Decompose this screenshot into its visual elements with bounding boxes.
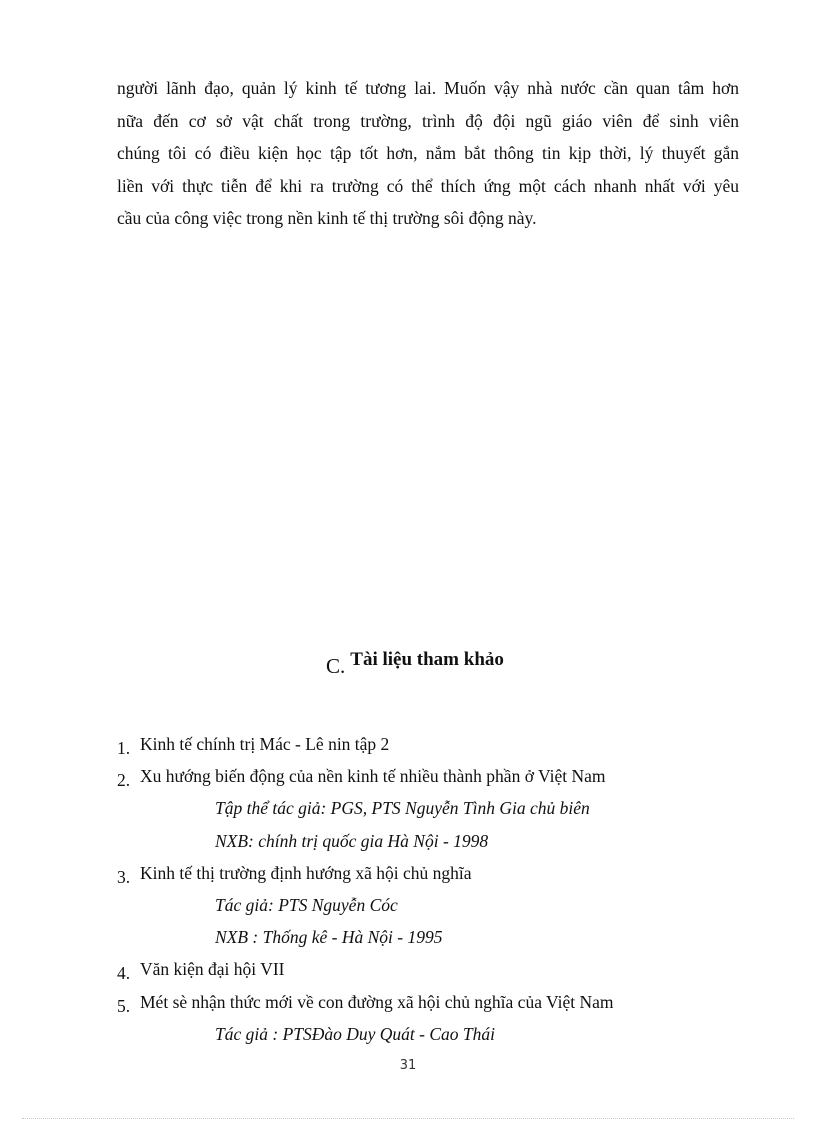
section-number: C.	[326, 654, 346, 678]
reference-detail: NXB: chính trị quốc gia Hà Nội - 1998	[215, 830, 489, 851]
reference-detail: NXB : Thống kê - Hà Nội - 1995	[215, 927, 443, 948]
reference-detail-line	[0, 792, 816, 824]
reference-title: Mét sè nhận thức mới về con đường xã hội chủ nghĩa của Việt Nam	[140, 991, 614, 1012]
paragraph-line: nữa đến cơ sở vật chất trong trường, trình độ đội ngũ giáo viên để sinh viên	[117, 110, 739, 131]
reference-number: 4.	[117, 963, 131, 984]
reference-item	[0, 760, 816, 792]
reference-title: Văn kiện đại hội VII	[140, 959, 285, 980]
reference-number: 2.	[117, 770, 131, 791]
section-title: Tài liệu tham khảo	[350, 649, 504, 670]
reference-title: Xu hướng biến động của nền kinh tế nhiều thành phần ở Việt Nam	[140, 766, 606, 787]
section-heading	[326, 646, 504, 678]
paragraph-line: cầu của công việc trong nền kinh tế thị trường sôi động này.	[117, 208, 537, 228]
reference-list	[0, 728, 816, 1050]
reference-detail-line	[0, 889, 816, 921]
reference-detail: Tác giả : PTSĐào Duy Quát - Cao Thái	[215, 1023, 495, 1044]
page-number: 31	[399, 1058, 417, 1073]
reference-detail: Tập thể tác giả: PGS, PTS Nguyễn Tình Gia chủ biên	[215, 798, 590, 819]
reference-number: 1.	[117, 738, 131, 758]
reference-title: Kinh tế thị trường định hướng xã hội chủ nghĩa	[140, 862, 472, 883]
reference-detail-line	[0, 825, 816, 857]
reference-detail-line	[0, 921, 816, 953]
reference-item	[0, 986, 816, 1018]
reference-number: 5.	[117, 995, 131, 1016]
reference-item	[0, 857, 816, 889]
reference-detail-line	[0, 1018, 816, 1050]
reference-title: Kinh tế chính trị Mác - Lê nin tập 2	[140, 734, 390, 754]
paragraph-line: liền với thực tiễn để khi ra trường có thể thích ứng một cách nhanh nhất với yêu	[117, 175, 739, 196]
paragraph-line: chúng tôi có điều kiện học tập tốt hơn, nắm bắt thông tin kịp thời, lý thuyết gắn	[117, 143, 739, 163]
reference-item	[0, 953, 816, 985]
reference-detail: Tác giả: PTS Nguyễn Cóc	[215, 894, 398, 915]
closing-paragraph	[117, 72, 739, 235]
reference-item	[0, 728, 816, 760]
page-bottom-border	[22, 1118, 794, 1119]
paragraph-line: người lãnh đạo, quản lý kinh tế tương lai. Muốn vậy nhà nước cần quan tâm hơn	[117, 78, 739, 98]
reference-number: 3.	[117, 866, 131, 887]
